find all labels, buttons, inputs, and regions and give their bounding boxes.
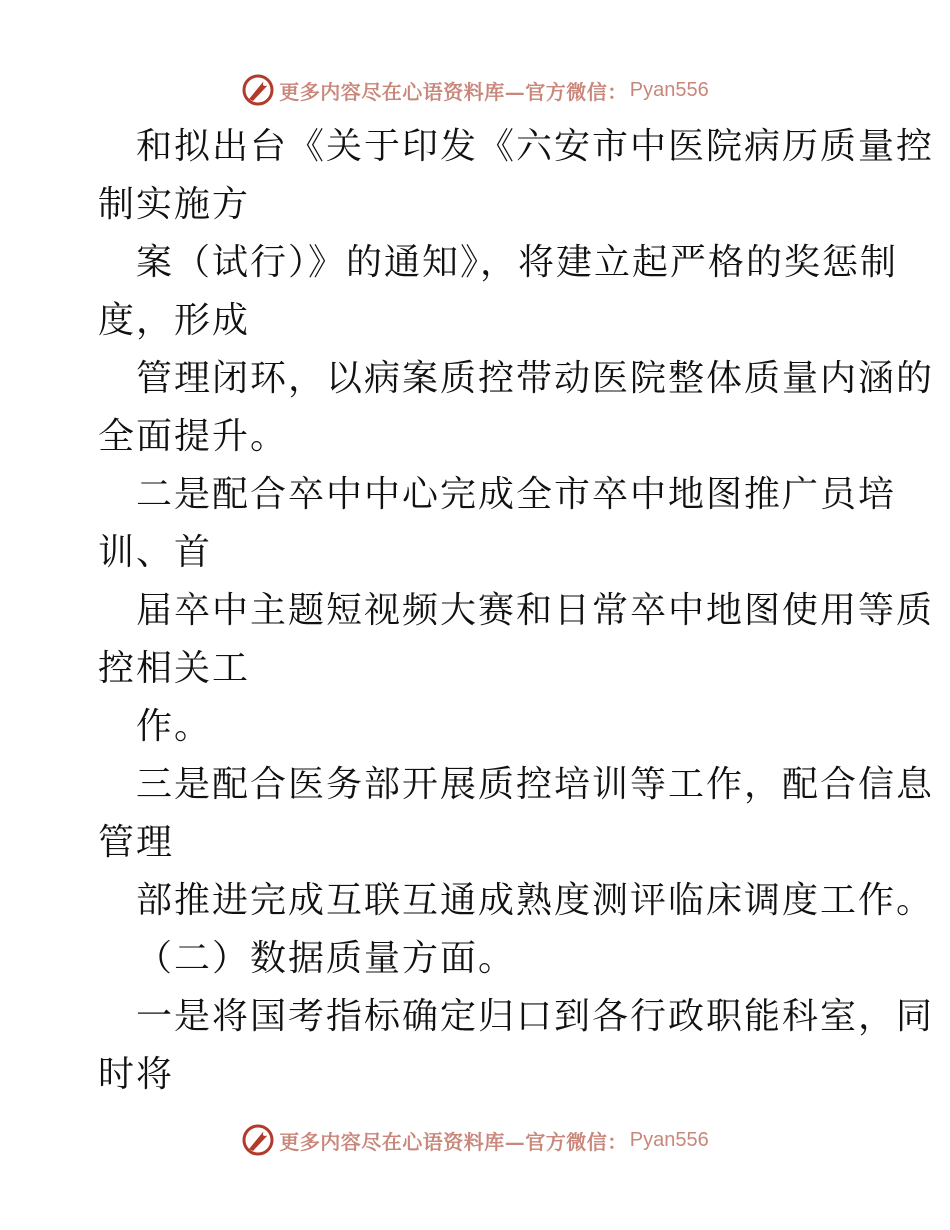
text-line: 届卒中主题短视频大赛和日常卒中地图使用等质 xyxy=(136,590,935,631)
watermark-text: 更多内容尽在心语资料库—官方微信： xyxy=(279,1129,628,1154)
text-line: 管理闭环，以病案质控带动医院整体质量内涵的 xyxy=(136,358,935,399)
text-line: 控相关工 xyxy=(98,648,251,689)
text-line: 全面提升。 xyxy=(98,416,289,457)
text-line: 时将 xyxy=(98,1054,175,1095)
text-line: 一是将国考指标确定归口到各行政职能科室，同 xyxy=(136,996,935,1037)
text-line: 作。 xyxy=(136,706,213,747)
pen-logo-icon xyxy=(241,1123,275,1157)
text-line: 和拟出台《关于印发《六安市中医院病历质量控 xyxy=(136,126,935,167)
text-line: （二）数据质量方面。 xyxy=(136,938,517,979)
text-line: 度，形成 xyxy=(98,300,251,341)
text-line: 案（试行）》的通知》，将建立起严格的奖惩制 xyxy=(136,242,899,283)
text-line: 三是配合医务部开展质控培训等工作，配合信息 xyxy=(136,764,935,805)
watermark-wechat-id: Pyan556 xyxy=(629,1128,709,1151)
text-line: 管理 xyxy=(98,822,175,863)
watermark-header xyxy=(0,70,950,110)
pen-logo-icon xyxy=(241,73,275,107)
watermark-text: 更多内容尽在心语资料库—官方微信： xyxy=(279,79,628,104)
watermark-wechat-id: Pyan556 xyxy=(629,78,709,101)
text-line: 二是配合卒中中心完成全市卒中地图推广员培 xyxy=(136,474,897,515)
document-body xyxy=(98,118,935,1104)
text-line: 部推进完成互联互通成熟度测评临床调度工作。 xyxy=(136,880,935,921)
text-line: 制实施方 xyxy=(98,184,251,225)
watermark-footer xyxy=(0,1120,950,1160)
text-line: 训、首 xyxy=(98,532,213,573)
